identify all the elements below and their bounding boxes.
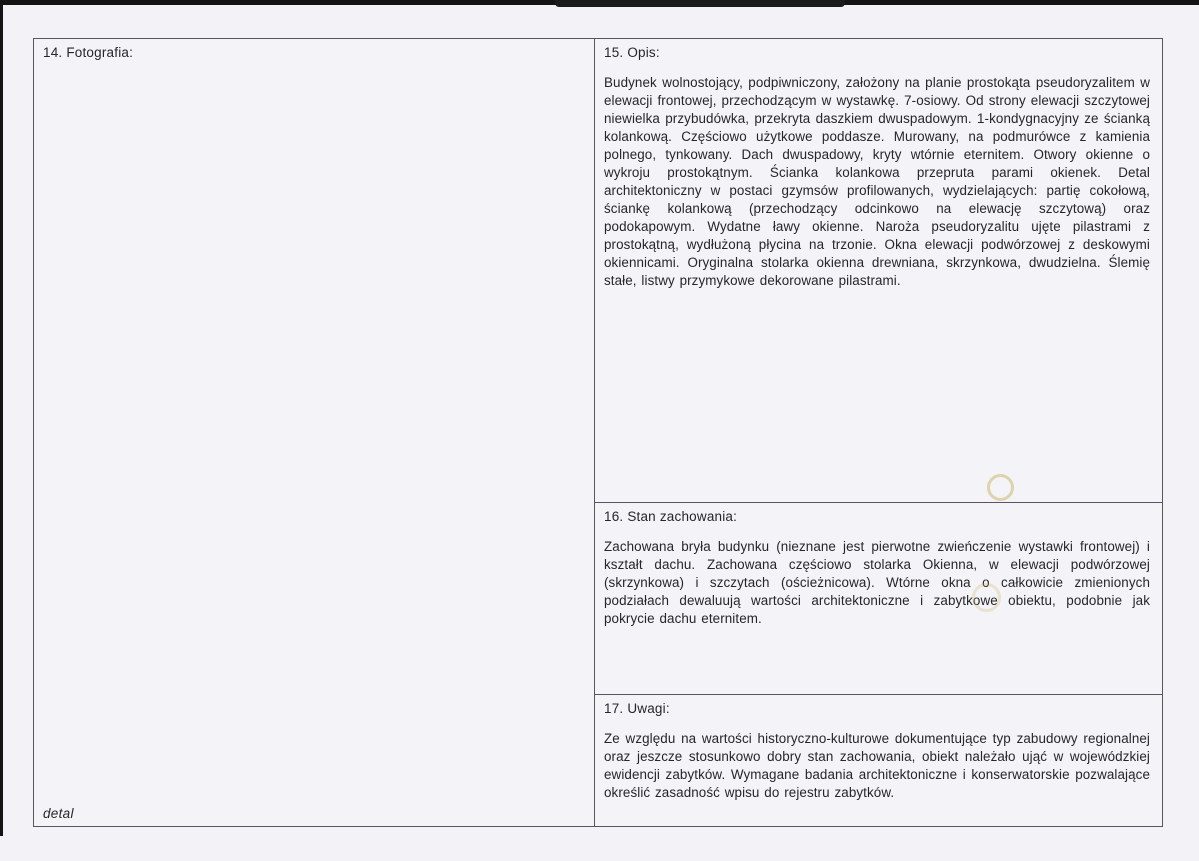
condition-body: Zachowana bryła budynku (nieznane jest pierwotne zwieńczenie wystawki frontowej) i kształt dachu. Zachowana częściowo stolarka Okienna, w elewacji podwórzowej (skrzynkowa) i szczytach (ościeżnicowa). Wtórne okna o całkowicie zmienionych podziałach dewaluują wartości architektoniczne i zabytkowe obiektu, podobnie jak pokrycie dachu eternitem. <box>604 539 1150 626</box>
remarks-body: Ze względu na wartości historyczno-kulturowe dokumentujące typ zabudowy regionalnej oraz jeszcze stosunkowo dobry stan zachowania, obiekt należało ująć w wojewódzkiej ewidencji zabytków. Wymagane badania architektoniczne i konserwatorskie pozwalające określić zasadność wpisu do rejestru zabytków. <box>604 731 1150 800</box>
remarks-section <box>595 695 1162 826</box>
condition-label: 16. Stan zachowania: <box>604 509 738 524</box>
record-form-frame <box>33 38 1163 827</box>
text-column <box>595 39 1162 826</box>
scan-edge-artifact-left <box>0 0 3 836</box>
description-body: Budynek wolnostojący, podpiwniczony, założony na planie prostokąta pseudoryzalitem w elewacji frontowej, przechodzącym w wystawkę. 7-osiowy. Od strony elewacji szczytowej niewielka przybudówka, przekryta daszkiem dwuspadowym. 1-kondygnacyjny ze ścianką kolankową. Częściowo użytkowe poddasze. Murowany, na podmurówce z kamienia polnego, tynkowany. Dach dwuspadowy, kryty wtórnie eternitem. Otwory okienne o wykroju prostokątnym. Ścianka kolankowa przepruta parami okienek. Detal architektoniczny w postaci gzymsów profilowanych, wydzielających: partię cokołową, ściankę kolankową (przechodzący odcinkowo na elewację szczytową) oraz podokapowym. Wydatne ławy okienne. Naroża pseudoryzalitu ujęte pilastrami z prostokątną, wydłużoną płycina na trzonie. Okna elewacji podwórzowej z deskowymi okiennicami. Oryginalna stolarka okienna drewniana, skrzynkowa, dwudzielna. Ślemię stałe, listwy przymykowe dekorowane pilastrami. <box>604 75 1150 288</box>
description-label: 15. Opis: <box>604 45 660 60</box>
photo-cell-label: 14. Fotografia: <box>43 45 134 60</box>
condition-section <box>595 503 1162 695</box>
photo-caption: detal <box>43 806 74 821</box>
photo-cell <box>34 39 595 826</box>
remarks-label: 17. Uwagi: <box>604 701 670 716</box>
description-section <box>595 39 1162 503</box>
scan-edge-artifact-top <box>0 0 1199 5</box>
